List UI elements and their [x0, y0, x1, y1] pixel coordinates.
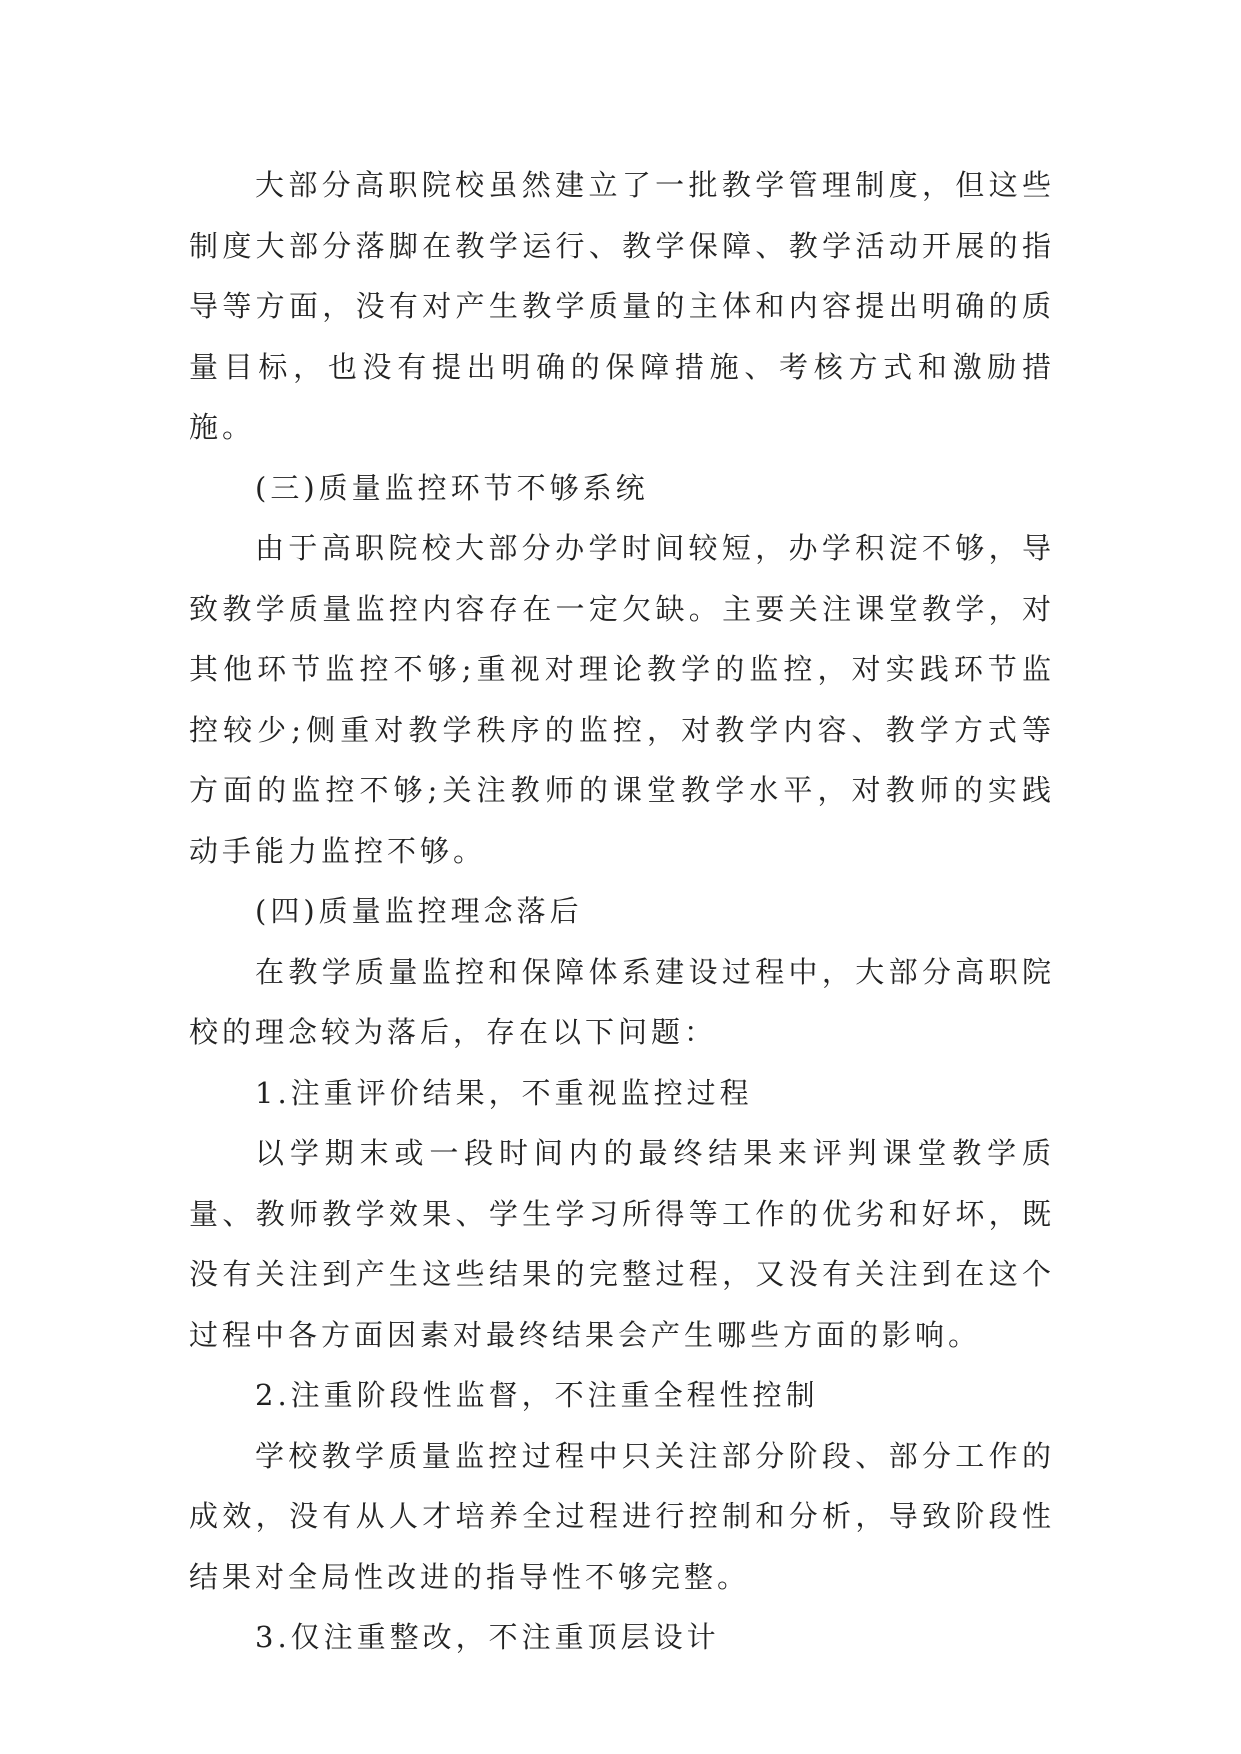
paragraph-monitoring-gaps: 由于高职院校大部分办学时间较短，办学积淀不够，导致教学质量监控内容存在一定欠缺。主要关注课堂教学，对其他环节监控不够;重视对理论教学的监控，对实践环节监控较少;侧重对教学秩序的监控，对教学内容、教学方式等方面的监控不够;关注教师的课堂教学水平，对教师的实践动手能力监控不够。	[189, 531, 1055, 868]
paragraph-outdated-concepts: 在教学质量监控和保障体系建设过程中，大部分高职院校的理念较为落后，存在以下问题：	[189, 954, 1055, 1049]
document-body	[189, 155, 1055, 1668]
section-heading-3: (三)质量监控环节不够系统	[255, 470, 649, 505]
section-heading-4: (四)质量监控理念落后	[255, 894, 583, 928]
paragraph-stage-focus: 学校教学质量监控过程中只关注部分阶段、部分工作的成效，没有从人才培养全过程进行控制和分析，导致阶段性结果对全局性改进的指导性不够完整。	[189, 1438, 1055, 1594]
subheading-2: 2.注重阶段性监督，不注重全程性控制	[255, 1378, 819, 1412]
subheading-1: 1.注重评价结果，不重视监控过程	[255, 1075, 753, 1110]
paragraph-result-focus: 以学期末或一段时间内的最终结果来评判课堂教学质量、教师教学效果、学生学习所得等工作的优劣和好坏，既没有关注到产生这些结果的完整过程，又没有关注到在这个过程中各方面因素对最终结果会产生哪些方面的影响。	[189, 1136, 1055, 1352]
paragraph-management-systems: 大部分高职院校虽然建立了一批教学管理制度，但这些制度大部分落脚在教学运行、教学保障、教学活动开展的指导等方面，没有对产生教学质量的主体和内容提出明确的质量目标，也没有提出明确的保障措施、考核方式和激励措施。	[189, 168, 1055, 444]
subheading-3: 3.仅注重整改，不注重顶层设计	[255, 1620, 720, 1654]
